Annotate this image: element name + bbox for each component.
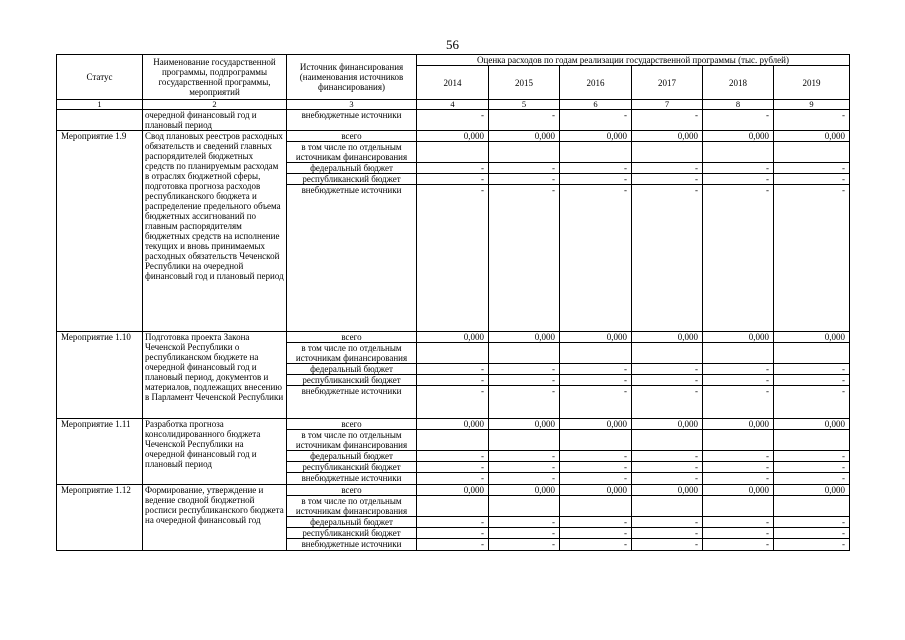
value-cell: -	[632, 163, 703, 174]
value-cell: 0,000	[774, 131, 850, 142]
value-cell: -	[560, 364, 632, 375]
value-cell: 0,000	[703, 131, 774, 142]
value-cell: 0,000	[417, 419, 489, 430]
value-cell: -	[560, 528, 632, 539]
value-cell: 0,000	[632, 131, 703, 142]
value-cell: 0,000	[703, 485, 774, 496]
column-number: 9	[774, 100, 850, 110]
value-cell: -	[774, 451, 850, 462]
value-cell: -	[489, 462, 560, 473]
measure-status: Мероприятие 1.11	[57, 419, 143, 485]
value-cell: -	[489, 163, 560, 174]
value-cell: -	[489, 110, 560, 131]
total-row	[57, 131, 850, 142]
value-cell: -	[774, 110, 850, 131]
value-cell: 0,000	[632, 419, 703, 430]
value-cell	[560, 142, 632, 163]
value-cell: -	[417, 375, 489, 386]
header-year: 2015	[489, 66, 560, 100]
value-cell: 0,000	[417, 131, 489, 142]
value-cell: -	[489, 174, 560, 185]
value-cell: -	[489, 528, 560, 539]
source-cell: внебюджетные источники	[287, 185, 417, 332]
value-cell: -	[632, 539, 703, 551]
value-cell: -	[774, 462, 850, 473]
column-number: 1	[57, 100, 143, 110]
measure-name: Свод плановых реестров расходных обязательств и сведений главных распорядителей бюджетных средств по планируемым расходам в отраслях бюджетной сферы, подготовка прогноза расходов республиканского бюджета и распределение предельного объема бюджетных ассигнований по главным распорядителям бюджетных средств на исполнение текущих и вновь принимаемых расходных обязательств Чеченской Республики на очередной финансовый год и плановый период	[143, 131, 287, 332]
value-cell: -	[417, 528, 489, 539]
value-cell: -	[774, 517, 850, 528]
column-number: 3	[287, 100, 417, 110]
value-cell: -	[703, 386, 774, 419]
value-cell: -	[489, 451, 560, 462]
value-cell	[489, 430, 560, 451]
column-number: 8	[703, 100, 774, 110]
value-cell: -	[417, 462, 489, 473]
measure-name: Формирование, утверждение и ведение сводной бюджетной росписи республиканского бюджета на очередной финансовый год	[143, 485, 287, 551]
total-row	[57, 332, 850, 343]
source-cell: внебюджетные источники	[287, 386, 417, 419]
source-cell: всего	[287, 419, 417, 430]
value-cell: -	[774, 364, 850, 375]
value-cell: -	[703, 517, 774, 528]
value-cell: 0,000	[774, 332, 850, 343]
value-cell: -	[703, 451, 774, 462]
value-cell: -	[417, 451, 489, 462]
measure-status: Мероприятие 1.9	[57, 131, 143, 332]
source-cell: в том числе по отдельным источникам финансирования	[287, 142, 417, 163]
value-cell: -	[417, 539, 489, 551]
source-cell: республиканский бюджет	[287, 528, 417, 539]
value-cell: 0,000	[560, 419, 632, 430]
value-cell	[703, 343, 774, 364]
value-cell: -	[560, 174, 632, 185]
total-row	[57, 485, 850, 496]
value-cell: -	[417, 364, 489, 375]
value-cell: -	[417, 185, 489, 332]
value-cell: -	[774, 386, 850, 419]
value-cell: -	[632, 375, 703, 386]
source-cell: внебюджетные источники	[287, 473, 417, 485]
value-cell: -	[703, 539, 774, 551]
value-cell: 0,000	[703, 332, 774, 343]
source-cell: всего	[287, 332, 417, 343]
value-cell: -	[489, 386, 560, 419]
value-cell	[703, 142, 774, 163]
header-year: 2016	[560, 66, 632, 100]
source-cell: в том числе по отдельным источникам финансирования	[287, 430, 417, 451]
value-cell: -	[703, 110, 774, 131]
column-number: 7	[632, 100, 703, 110]
value-cell: -	[703, 462, 774, 473]
source-cell: внебюджетные источники	[287, 110, 417, 131]
value-cell: -	[560, 539, 632, 551]
value-cell: -	[703, 163, 774, 174]
value-cell	[417, 430, 489, 451]
source-cell: федеральный бюджет	[287, 163, 417, 174]
value-cell: -	[632, 528, 703, 539]
value-cell	[703, 496, 774, 517]
header-source: Источник финансирования (наименования источников финансирования)	[287, 55, 417, 100]
column-numbers-row	[57, 100, 850, 110]
value-cell: -	[632, 364, 703, 375]
source-cell: федеральный бюджет	[287, 364, 417, 375]
value-cell: -	[632, 386, 703, 419]
value-cell: -	[560, 517, 632, 528]
value-cell: 0,000	[489, 131, 560, 142]
source-cell: всего	[287, 131, 417, 142]
value-cell	[632, 496, 703, 517]
column-number: 4	[417, 100, 489, 110]
value-cell: -	[774, 185, 850, 332]
value-cell: -	[774, 174, 850, 185]
value-cell: -	[560, 462, 632, 473]
header-year: 2018	[703, 66, 774, 100]
header-year: 2019	[774, 66, 850, 100]
value-cell	[774, 496, 850, 517]
source-cell: федеральный бюджет	[287, 451, 417, 462]
value-cell: -	[774, 473, 850, 485]
continuation-text: очередной финансовый год и плановый период	[143, 110, 287, 131]
value-cell: -	[774, 528, 850, 539]
value-cell: 0,000	[774, 485, 850, 496]
value-cell: -	[489, 185, 560, 332]
value-cell: -	[703, 185, 774, 332]
budget-table	[56, 54, 850, 551]
value-cell: -	[417, 110, 489, 131]
value-cell	[417, 142, 489, 163]
value-cell: 0,000	[632, 485, 703, 496]
value-cell: 0,000	[489, 485, 560, 496]
value-cell: -	[489, 539, 560, 551]
value-cell: -	[489, 364, 560, 375]
value-cell	[632, 430, 703, 451]
measure-name: Разработка прогноза консолидированного бюджета Чеченской Республики на очередной финансовый год и плановый период	[143, 419, 287, 485]
value-cell: -	[632, 451, 703, 462]
value-cell: -	[560, 375, 632, 386]
source-cell: республиканский бюджет	[287, 174, 417, 185]
value-cell	[703, 430, 774, 451]
value-cell: -	[560, 386, 632, 419]
value-cell	[489, 496, 560, 517]
value-cell: -	[703, 528, 774, 539]
source-cell: республиканский бюджет	[287, 375, 417, 386]
source-cell: в том числе по отдельным источникам финансирования	[287, 343, 417, 364]
value-cell: 0,000	[417, 485, 489, 496]
total-row	[57, 419, 850, 430]
value-cell: -	[560, 110, 632, 131]
continuation-row	[57, 110, 850, 131]
value-cell: -	[417, 386, 489, 419]
value-cell: 0,000	[560, 332, 632, 343]
value-cell	[417, 496, 489, 517]
value-cell: -	[774, 539, 850, 551]
value-cell: 0,000	[417, 332, 489, 343]
column-number: 2	[143, 100, 287, 110]
value-cell: -	[632, 110, 703, 131]
value-cell	[774, 430, 850, 451]
value-cell	[560, 496, 632, 517]
measure-status: Мероприятие 1.12	[57, 485, 143, 551]
value-cell	[632, 142, 703, 163]
header-year: 2017	[632, 66, 703, 100]
header-name: Наименование государственной программы, подпрограммы государственной программы, мероприятий	[143, 55, 287, 100]
value-cell	[774, 343, 850, 364]
value-cell: -	[417, 174, 489, 185]
page-number: 56	[446, 37, 459, 52]
value-cell: -	[489, 473, 560, 485]
header-status: Статус	[57, 55, 143, 100]
value-cell	[417, 343, 489, 364]
header-estimate: Оценка расходов по годам реализации государственной программы (тыс. рублей)	[417, 55, 850, 66]
value-cell: 0,000	[774, 419, 850, 430]
value-cell: -	[560, 163, 632, 174]
value-cell	[632, 343, 703, 364]
source-cell: республиканский бюджет	[287, 462, 417, 473]
value-cell: 0,000	[703, 419, 774, 430]
status-cell	[57, 110, 143, 131]
value-cell: 0,000	[560, 485, 632, 496]
value-cell: -	[703, 364, 774, 375]
value-cell: -	[560, 451, 632, 462]
header-year: 2014	[417, 66, 489, 100]
value-cell: -	[417, 473, 489, 485]
value-cell: 0,000	[560, 131, 632, 142]
source-cell: федеральный бюджет	[287, 517, 417, 528]
value-cell: 0,000	[489, 419, 560, 430]
value-cell: -	[703, 174, 774, 185]
value-cell	[489, 142, 560, 163]
source-cell: всего	[287, 485, 417, 496]
value-cell	[489, 343, 560, 364]
value-cell: -	[417, 163, 489, 174]
value-cell: -	[417, 517, 489, 528]
measure-status: Мероприятие 1.10	[57, 332, 143, 419]
value-cell	[560, 430, 632, 451]
value-cell: -	[632, 185, 703, 332]
source-cell: в том числе по отдельным источникам финансирования	[287, 496, 417, 517]
value-cell: 0,000	[489, 332, 560, 343]
value-cell: -	[632, 517, 703, 528]
value-cell: -	[632, 473, 703, 485]
value-cell: -	[774, 163, 850, 174]
value-cell: -	[632, 174, 703, 185]
column-number: 6	[560, 100, 632, 110]
value-cell: -	[560, 185, 632, 332]
value-cell: -	[560, 473, 632, 485]
value-cell: -	[632, 462, 703, 473]
value-cell: -	[703, 375, 774, 386]
value-cell: -	[703, 473, 774, 485]
column-number: 5	[489, 100, 560, 110]
value-cell: 0,000	[632, 332, 703, 343]
value-cell: -	[489, 375, 560, 386]
value-cell	[774, 142, 850, 163]
measure-name: Подготовка проекта Закона Чеченской Республики о республиканском бюджете на очередной финансовый год и плановый период, документов и материалов, подлежащих внесению в Парламент Чеченской Республики	[143, 332, 287, 419]
source-cell: внебюджетные источники	[287, 539, 417, 551]
value-cell	[560, 343, 632, 364]
value-cell: -	[489, 517, 560, 528]
value-cell: -	[774, 375, 850, 386]
